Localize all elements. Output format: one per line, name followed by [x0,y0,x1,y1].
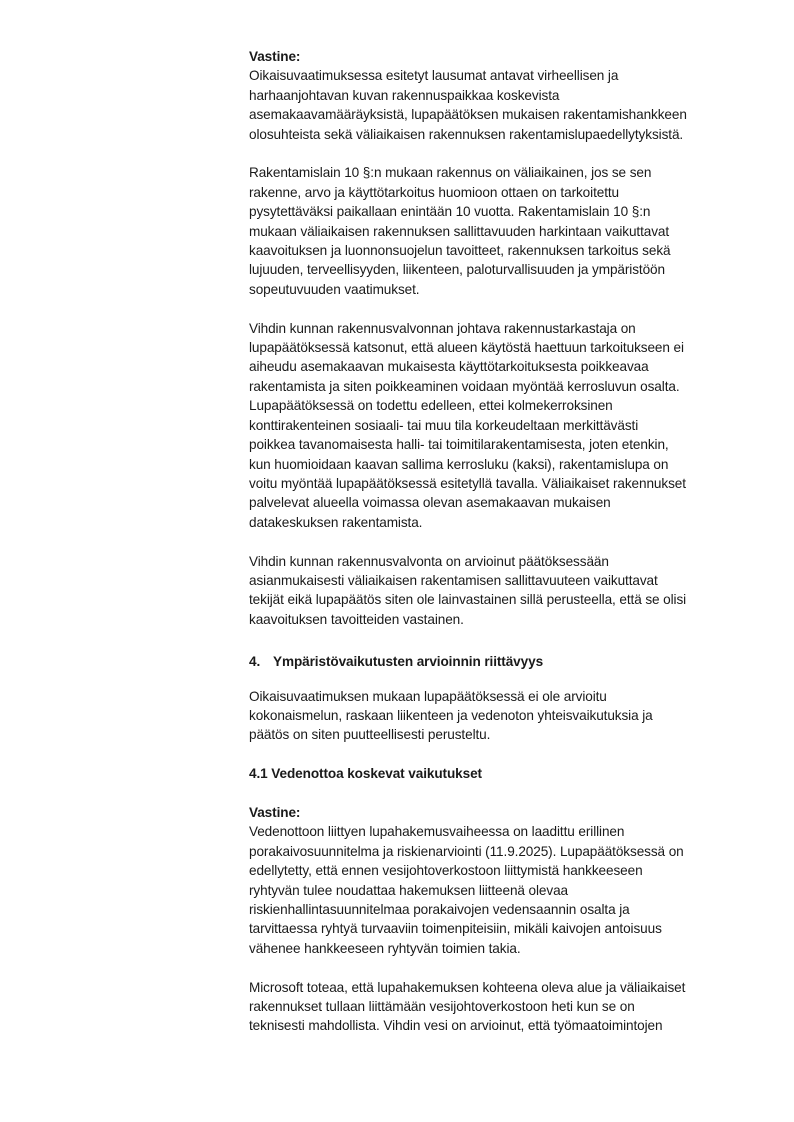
text-line: Oikaisuvaatimuksessa esitetyt lausumat antavat virheellisen ja [249,68,619,84]
text-line: palvelevat alueella voimassa olevan asemakaavan mukaisen [249,495,611,511]
document-page [249,47,749,1036]
text-line: datakeskuksen rakentamista. [249,514,423,530]
paragraph-gap [249,532,749,551]
text-line: tekijät eikä lupapäätös siten ole lainvastainen sillä perusteella, että se olisi [249,592,687,608]
response-block-2 [249,803,749,958]
text-line: teknisesti mahdollista. Vihdin vesi on arvioinut, että työmaatoimintojen [249,1018,663,1034]
text-line: vähenee hankkeeseen ryhtyvän toimien takia. [249,940,521,956]
section-heading-4-1: 4.1 Vedenottoa koskevat vaikutukset [249,766,482,782]
text-line: riskienhallintasuunnitelmaa porakaivojen vedensaannin osalta ja [249,901,630,917]
text-line: kokonaismelun, raskaan liikenteen ja vedenoton yhteisvaikutuksia ja [249,707,653,723]
section-heading-4 [249,652,749,671]
text-line: harhaanjohtavan kuvan rakennuspaikkaa koskevista [249,87,560,103]
paragraph-gap [249,745,749,764]
text-line: sopeutuvuuden vaatimukset. [249,281,420,297]
paragraph-gap [249,629,749,652]
paragraph-gap [249,958,749,977]
paragraph-microsoft-statement [249,978,749,1036]
text-line: rakennukset tullaan liittämään vesijohtoverkostoon heti kun se on [249,999,635,1014]
text-line: asemakaavamääräyksistä, lupapäätöksen mukaisen rakentamishankkeen [249,107,687,123]
text-line: rakenne, arvo ja käyttötarkoitus huomioon ottaen on tarkoitettu [249,184,620,200]
text-line: lupapäätöksessä katsonut, että alueen käytöstä haettuun tarkoitukseen ei [249,340,684,356]
paragraph-temporary-building-law [249,163,749,299]
text-line: Oikaisuvaatimuksen mukaan lupapäätöksessä ei ole arvioitu [249,688,607,704]
text-line: poikkea tavanomaisesta halli- tai toimitilarakentamisesta, joten etenkin, [249,437,669,453]
text-line: aiheudu asemakaavan mukaisesta käyttötarkoituksesta poikkeavaa [249,359,649,375]
text-line: Rakentamislain 10 §:n mukaan rakennus on väliaikainen, jos se sen [249,165,652,181]
text-line: kaavoituksen tavoitteiden vastainen. [249,611,464,627]
section-number: 4. [249,654,261,670]
text-line: Vedenottoon liittyen lupahakemusvaiheessa on laadittu erillinen [249,824,625,840]
response-block-1 [249,47,749,144]
text-line: rakentamista ja siten poikkeaminen voidaan myöntää kerrosluvun osalta. [249,378,680,394]
section-title: Ympäristövaikutusten arvioinnin riittävyys [273,654,544,670]
text-line: päätös on siten puutteellisesti perusteltu. [249,727,491,743]
text-line: porakaivosuunnitelma ja riskienarviointi (11.9.2025). Lupapäätöksessä on [249,843,684,859]
text-line: kun huomioidaan kaavan sallima kerrosluku (kaksi), rakentamislupa on [249,456,669,472]
paragraph-claim [249,687,749,745]
text-line: voitu myöntää lupapäätöksessä esitetyllä tavalla. Väliaikaiset rakennukset [249,475,686,491]
paragraph-gap [249,144,749,163]
paragraph-gap [249,672,749,687]
response-label: Vastine: [249,49,301,64]
text-line: olosuhteista sekä väliaikaisen rakennuksen rakentamislupaedellytyksistä. [249,126,684,142]
text-line: asianmukaisesti väliaikaisen rakentamisen sallittavuuteen vaikuttavat [249,572,658,588]
text-line: kaavoituksen ja luonnonsuojelun tavoitteet, rakennuksen tarkoitus sekä [249,243,671,259]
text-line: Vihdin kunnan rakennusvalvonta on arvioinut päätöksessään [249,553,609,569]
paragraph-conclusion [249,552,749,630]
text-line: lujuuden, terveellisyyden, liikenteen, paloturvallisuuden ja ympäristöön [249,262,665,278]
paragraph-gap [249,299,749,318]
text-line: mukaan väliaikaisen rakennuksen sallittavuuden harkintaan vaikuttavat [249,223,670,239]
text-line: Lupapäätöksessä on todettu edelleen, ettei kolmekerroksinen [249,398,613,414]
text-line: Microsoft toteaa, että lupahakemuksen kohteena oleva alue ja väliaikaiset [249,979,686,995]
response-label: Vastine: [249,804,301,820]
text-line: edellytetty, että ennen vesijohtoverkostoon liittymistä hankkeeseen [249,863,643,879]
paragraph-building-inspector [249,319,749,532]
text-line: pysytettäväksi paikallaan enintään 10 vuotta. Rakentamislain 10 §:n [249,204,651,220]
text-line: ryhtyvän tulee noudattaa hakemuksen liitteenä olevaa [249,882,568,898]
text-line: tarvittaessa ryhtyä turvaaviin toimenpiteisiin, mikäli kaivojen antoisuus [249,921,662,937]
paragraph-gap [249,784,749,803]
text-line: konttirakenteinen sosiaali- tai muu tila korkeudeltaan merkittävästi [249,417,639,433]
text-line: Vihdin kunnan rakennusvalvonnan johtava rakennustarkastaja on [249,320,636,336]
